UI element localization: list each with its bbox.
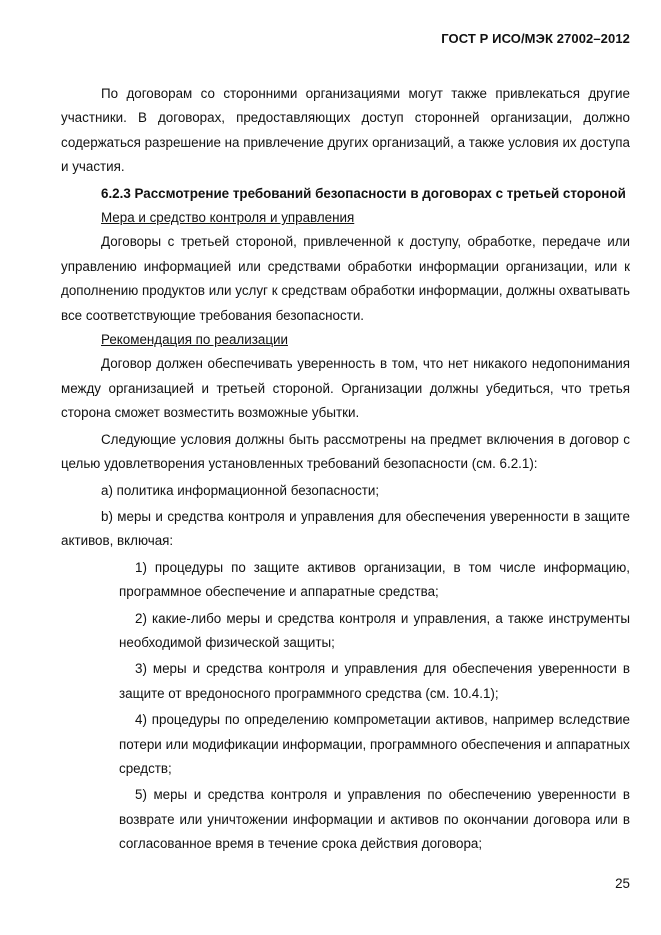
implementation-heading [61, 328, 630, 352]
sub-item-5: 5) меры и средства контроля и управления по обеспечению уверенности в возврате или уничтожении информации и активов по окончании договора или в согласованное время в течение срока действия договора; [119, 787, 630, 852]
paragraph-other-participants: По договорам со сторонними организациями могут также привлекаться другие участники. В договорах, предоставляющих доступ сторонней организации, должно содержаться разрешение на привлечение других организаций, а также условия их доступа и участия. [61, 86, 630, 175]
control-heading [61, 206, 630, 230]
implementation-heading-text: Рекомендация по реализации [101, 332, 288, 348]
document-body [61, 82, 630, 857]
paragraph-agreement: Договор должен обеспечивать уверенность в том, что нет никакого недопонимания между организацией и третьей стороной. Организации должны убедиться, что третья сторона сможет возместить возможные убытки. [61, 356, 630, 421]
list-item-b: b) меры и средства контроля и управления для обеспечения уверенности в защите активов, включая: [61, 508, 630, 549]
section-title-6-2-3: 6.2.3 Рассмотрение требований безопасности в договорах с третьей стороной [101, 185, 626, 201]
list-item-a: a) политика информационной безопасности; [101, 482, 380, 498]
paragraph-conditions: Следующие условия должны быть рассмотрены на предмет включения в договор с целью удовлетворения установленных требований безопасности (см. 6.2.1): [61, 431, 630, 472]
paragraph-contracts: Договоры с третьей стороной, привлеченной к доступу, обработке, передаче или управлению информацией или средствами обработки информации организации, или к дополнению продуктов или услуг к средствам обработки информации, должны охватывать все соответствующие требования безопасности. [61, 234, 630, 323]
sub-item-4: 4) процедуры по определению компрометации активов, например вследствие потери или модификации информации, программного обеспечения и аппаратных средств; [119, 712, 630, 776]
page-number: 25 [615, 876, 630, 891]
standard-header: ГОСТ Р ИСО/МЭК 27002–2012 [441, 31, 630, 46]
sub-item-1: 1) процедуры по защите активов организации, в том числе информацию, программное обеспечение и аппаратные средства; [119, 559, 630, 600]
control-heading-text: Мера и средство контроля и управления [101, 210, 355, 226]
sub-item-2: 2) какие-либо меры и средства контроля и управления, а также инструменты необходимой физической защиты; [119, 610, 630, 650]
sub-item-3: 3) меры и средства контроля и управления для обеспечения уверенности в защите от вредоносного программного средства (см. 10.4.1); [119, 661, 630, 701]
